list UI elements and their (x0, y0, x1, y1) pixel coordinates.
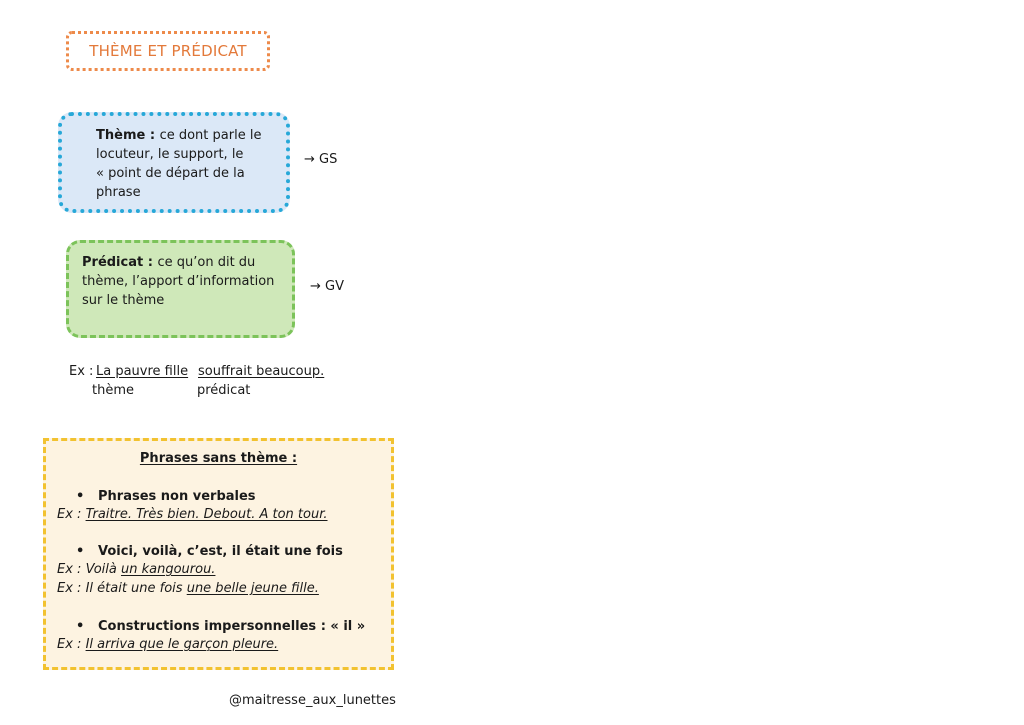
title-box (66, 31, 270, 71)
theme-def-1: ce dont parle le (159, 128, 262, 143)
sans-theme-title: Phrases sans thème : (139, 451, 298, 466)
item-heading: Phrases non verbales (98, 489, 256, 504)
theme-def-3: « point de départ de la (96, 166, 245, 181)
example-underlined: un kangourou. (120, 562, 216, 577)
predicat-sep: : (143, 255, 158, 270)
list-item (76, 619, 365, 634)
page-title: THÈME ET PRÉDICAT (89, 42, 247, 60)
example-prefix: Ex : (69, 364, 94, 379)
predicat-line-1 (82, 253, 280, 272)
arrow-right-icon: → (304, 152, 315, 167)
example-line (57, 581, 319, 596)
bullet-icon: • (76, 544, 85, 559)
theme-gs-label: GS (319, 152, 338, 167)
list-item (76, 544, 343, 559)
theme-def-4: phrase (96, 185, 141, 200)
theme-def-2: locuteur, le support, le (96, 147, 244, 162)
example-underlined: une belle jeune fille. (186, 581, 319, 596)
example-plain: Voilà (85, 562, 121, 577)
theme-definition-box (58, 112, 290, 213)
theme-sep: : (145, 128, 160, 143)
example-underlined: Il arriva que le garçon pleure. (85, 637, 279, 652)
example-underlined: Traitre. Très bien. Debout. A ton tour. (85, 507, 328, 522)
sans-theme-box (43, 438, 394, 670)
author-credit: @maitresse_aux_lunettes (229, 693, 396, 708)
example-prefix: Ex : (57, 507, 86, 522)
predicat-arrow-label (310, 279, 344, 294)
example-plain: Il était une fois (85, 581, 187, 596)
example-prefix: Ex : (57, 562, 86, 577)
predicat-def-2: thème, l’apport d’information (82, 274, 275, 289)
predicat-def-3: sur le thème (82, 293, 165, 308)
theme-arrow-label (304, 152, 337, 167)
example-prefix: Ex : (57, 581, 86, 596)
item-heading: Voici, voilà, c’est, il était une fois (98, 544, 343, 559)
bullet-icon: • (76, 619, 85, 634)
example-prefix: Ex : (57, 637, 86, 652)
list-item (76, 489, 256, 504)
example-line (57, 637, 278, 652)
example-line (57, 562, 215, 577)
predicat-def-1: ce qu’on dit du (157, 255, 256, 270)
example-pred-label: prédicat (197, 383, 251, 398)
predicat-gv-label: GV (325, 279, 345, 294)
example-theme-label: thème (92, 383, 134, 398)
theme-term: Thème (96, 128, 146, 143)
item-heading: Constructions impersonnelles : « il » (98, 619, 366, 634)
example-line (57, 507, 328, 522)
example-theme-part: La pauvre fille (96, 364, 189, 379)
arrow-right-icon: → (310, 279, 321, 294)
predicat-definition-box (66, 240, 295, 338)
predicat-term: Prédicat (82, 255, 144, 270)
bullet-icon: • (76, 489, 85, 504)
example-pred-part: souffrait beaucoup. (198, 364, 325, 379)
theme-line-1 (96, 126, 272, 145)
